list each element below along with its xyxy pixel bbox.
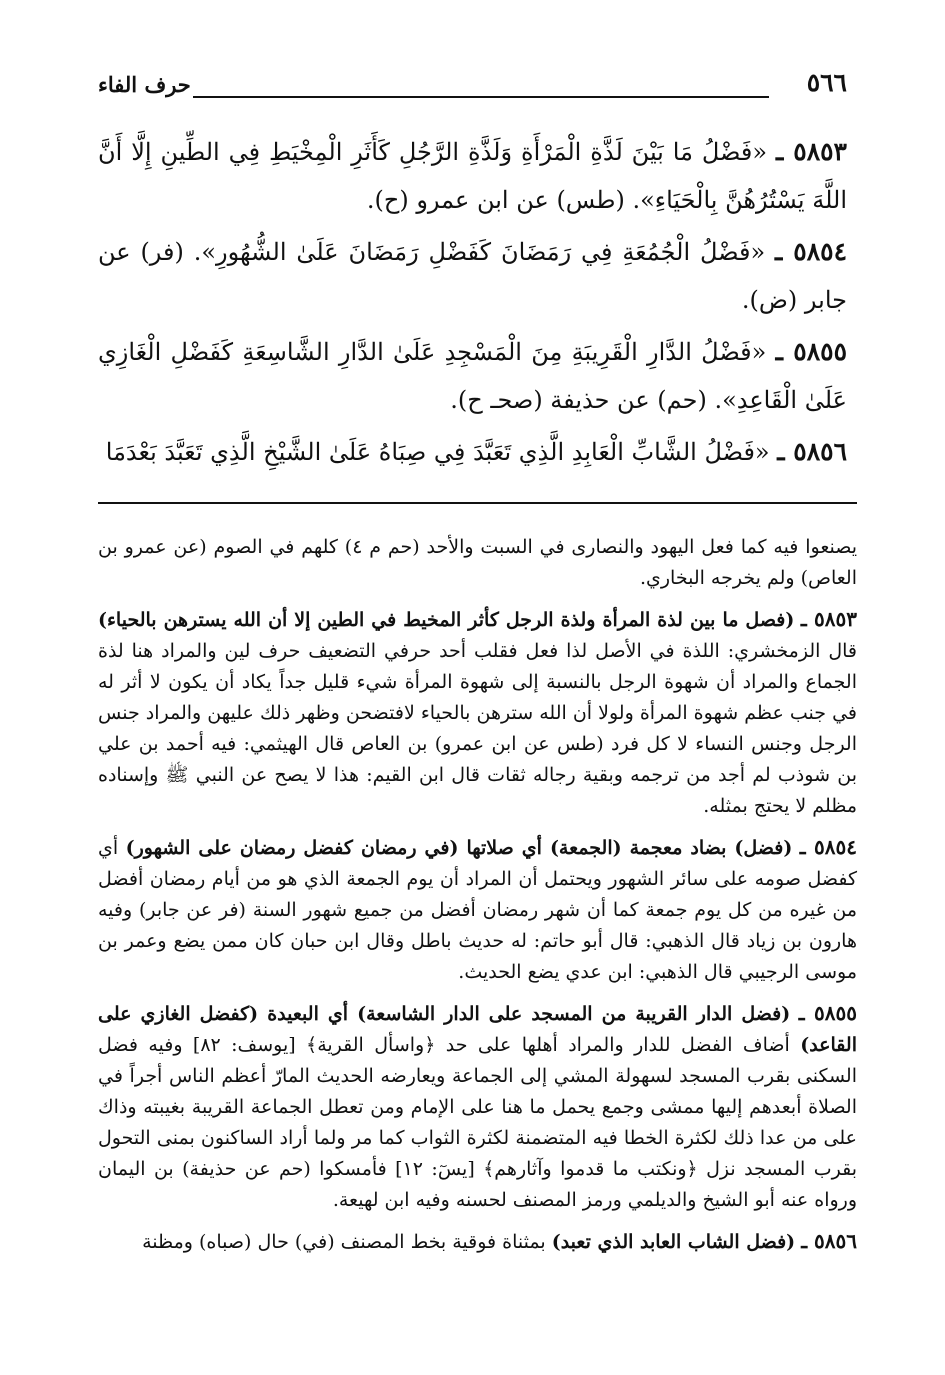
commentary-lemma: (فضل الشاب العابد الذي تعبد)	[551, 1231, 796, 1253]
hadith-text-block	[98, 128, 847, 480]
page-header	[98, 64, 847, 104]
commentary-text: أي كفضل صومه على سائر الشهور ويحتمل أن المراد أن يوم الجمعة الذي هو من أيام رمضان أفضل من غيره من كل يوم جمعة كما أن شهر رمضان أفضل من جميع شهور السنة (فر عن جابر) وفيه هارون بن زياد قال الذهبي: قال أبو حاتم: له حديث باطل وقال ابن حبان كان ممن يضع وعمر بن موسى الرجيبي قال الذهبي: ابن عدي يضع الحديث.	[98, 837, 857, 983]
commentary-paragraph	[98, 832, 857, 988]
hadith-entry	[98, 128, 847, 224]
commentary-paragraph	[98, 998, 857, 1216]
commentary-text: بمثناة فوقية بخط المصنف (في) حال (صباه) ومظنة	[142, 1231, 546, 1253]
commentary-number: ٥٨٥٣ ـ	[800, 607, 857, 631]
commentary-number: ٥٨٥٤ ـ	[799, 835, 857, 859]
commentary-block	[98, 532, 857, 1268]
commentary-paragraph	[98, 1226, 857, 1258]
hadith-text: «فَضْلُ الْجُمُعَةِ فِي رَمَضَانَ كَفَضْلِ رَمَضَانَ عَلَىٰ الشُّهُورِ». (فر) عن جابر (ض).	[98, 238, 847, 314]
section-title: حرف الفاء	[98, 72, 191, 97]
commentary-lemma: (فضل) بضاد معجمة (الجمعة) أي صلاتها (في رمضان كفضل رمضان على الشهور)	[125, 837, 793, 859]
header-rule	[193, 96, 769, 98]
commentary-lemma: (فضل الدار القريبة من المسجد على الدار الشاسعة) أي البعيدة (كفضل الغازي على القاعد)	[98, 1003, 857, 1056]
hadith-entry	[98, 428, 847, 476]
hadith-number: ٥٨٥٤ ـ	[775, 237, 847, 266]
commentary-continuation: يصنعوا فيه كما فعل اليهود والنصارى في السبت والأحد (حم م ٤) كلهم في الصوم (عن عمرو بن العاص) ولم يخرجه البخاري.	[98, 536, 857, 589]
commentary-separator	[98, 502, 857, 504]
hadith-text: «فَضْلُ الشَّابِّ الْعَابِدِ الَّذِي تَعَبَّدَ فِي صِبَاهُ عَلَىٰ الشَّيْخِ الَّذِي تَعَبَّدَ بَعْدَمَا	[105, 438, 770, 466]
commentary-text: قال الزمخشري: اللذة في الأصل لذا فعل فقلب أحد حرفي التضعيف حرف لين والمراد هنا لذة الجماع والمراد أن شهوة الرجل بالنسبة إلى شهوة المرأة شيء قليل جداً يكاد أن يكون لا أثر له في جنب عظم شهوة المرأة ولولا أن الله سترهن بالحياء لافتضحن وظهر ذلك عليهن والمراد جنس الرجل وجنس النساء لا كل فرد (طس عن ابن عمرو) بن العاص قال الهيثمي: فيه أحمد بن علي بن شوذب لم أجد من ترجمه وبقية رجاله ثقات قال ابن القيم: هذا لا يصح عن النبي ﷺ وإسناده مظلم لا يحتج بمثله.	[98, 640, 857, 817]
commentary-lemma: (فصل ما بين لذة المرأة ولذة الرجل كأثر المخيط في الطين إلا أن الله يسترهن بالحياء)	[98, 609, 795, 631]
page-number: ٥٦٦	[806, 68, 847, 97]
hadith-entry	[98, 328, 847, 424]
hadith-number: ٥٨٥٥ ـ	[775, 337, 847, 366]
commentary-paragraph	[98, 604, 857, 822]
hadith-number: ٥٨٥٣ ـ	[775, 137, 847, 166]
commentary-text: أضاف الفضل للدار والمراد أهلها على حد ﴿واسأل القرية﴾ [يوسف: ٨٢] وفيه فضل السكنى بقرب المسجد لسهولة المشي إلى الجماعة ويعارضه الحديث المارّ أعظم الناس أجراً في الصلاة أبعدهم إليها ممشى وجمع يحمل ما هنا على الإمام ومن تعطل الجماعة القريبة بغيبته وذاك على من عدا ذلك لكثرة الخطا فيه المتضمنة لكثرة الثواب كما مر ولما أراد الساكنون بمنى التحول بقرب المسجد نزل ﴿ونكتب ما قدموا وآثارهم﴾ [يسٓ: ١٢] فأمسكوا (حم عن حذيفة) بن اليمان ورواه عنه أبو الشيخ والديلمي ورمز المصنف لحسنه وفيه ابن لهيعة.	[98, 1034, 857, 1211]
hadith-text: «فَضْلُ الدَّارِ الْقَرِيبَةِ مِنَ الْمَسْجِدِ عَلَىٰ الدَّارِ الشَّاسِعَةِ كَفَضْلِ الْغَازِي عَلَىٰ الْقَاعِدِ». (حم) عن حذيفة (صحـ ح).	[98, 338, 847, 414]
hadith-entry	[98, 228, 847, 324]
commentary-number: ٥٨٥٦ ـ	[801, 1229, 857, 1253]
hadith-text: «فَضْلُ مَا بَيْنَ لَذَّةِ الْمَرْأَةِ وَلَذَّةِ الرَّجُلِ كَأَثَرِ الْمِخْيَطِ فِي الطِّينِ إِلَّا أَنَّ اللَّهَ يَسْتُرُهُنَّ بِالْحَيَاءِ». (طس) عن ابن عمرو (ح).	[98, 138, 847, 214]
commentary-number: ٥٨٥٥ ـ	[798, 1001, 858, 1025]
hadith-number: ٥٨٥٦ ـ	[777, 437, 847, 466]
